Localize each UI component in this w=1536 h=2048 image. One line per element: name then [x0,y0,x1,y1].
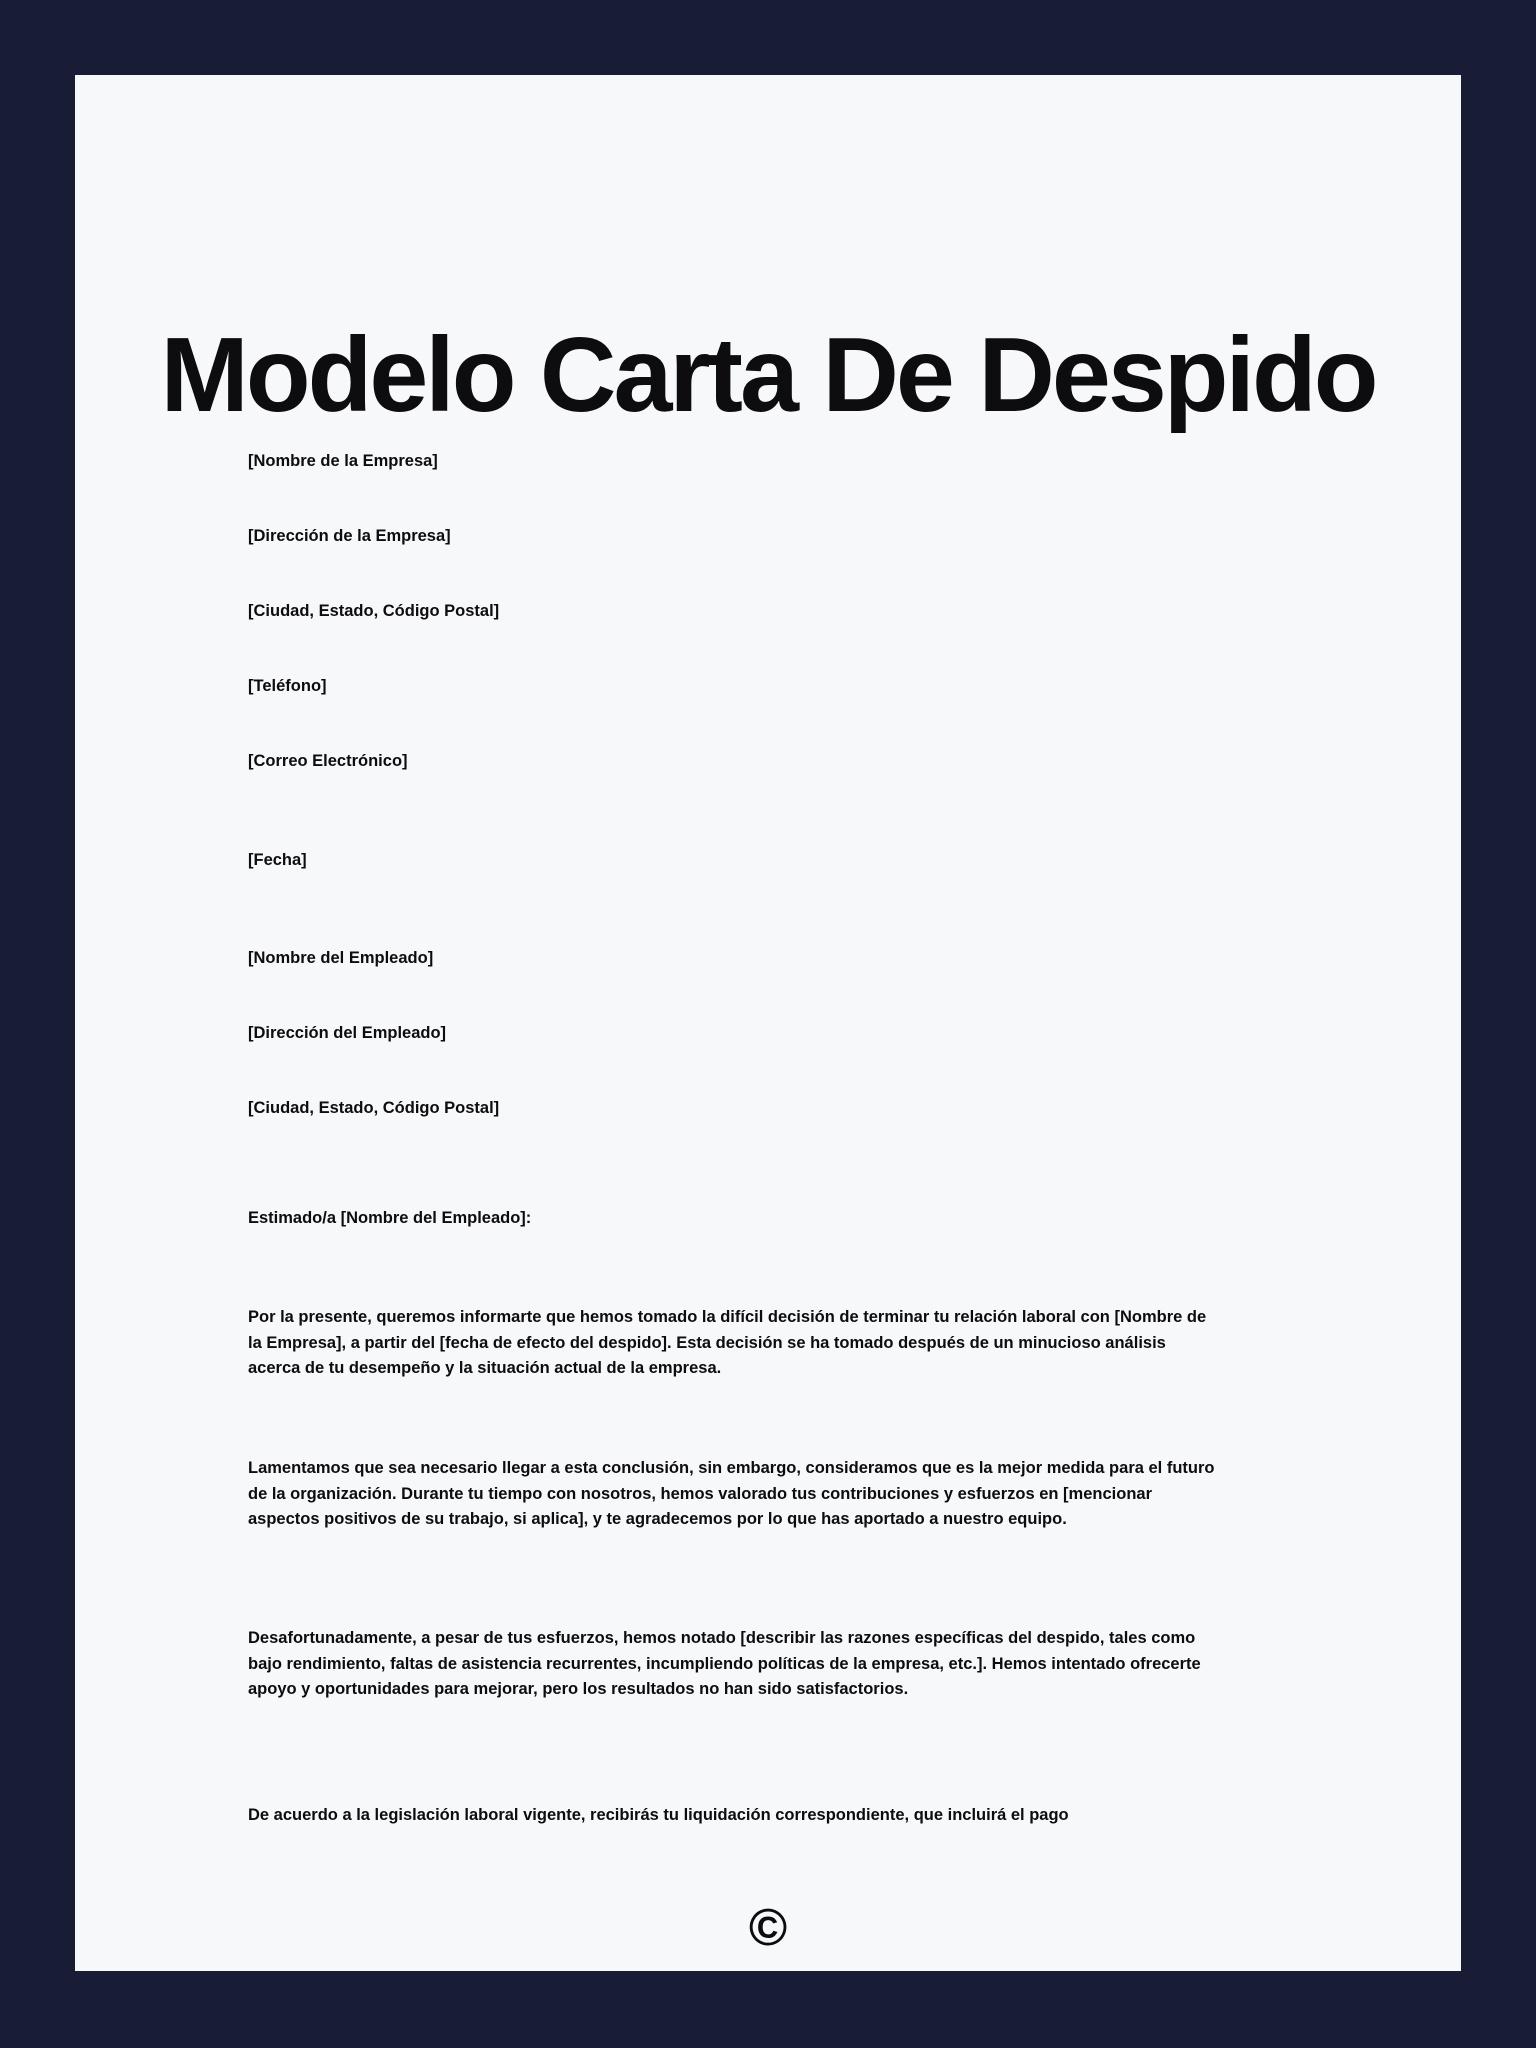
page-title: Modelo Carta De Despido [160,316,1376,435]
copyright-icon: © [748,1899,788,1957]
salutation-line: Estimado/a [Nombre del Empleado]: [248,1209,532,1227]
document-page [75,75,1461,1971]
paragraph-regret: Lamentamos que sea necesario llegar a esta conclusión, sin embargo, consideramos que es la mejor medida para el futuro de la organización. Durante tu tiempo con nosotros, hemos valorado tus contribuciones y esfuerzos en [mencionar aspectos positivos de su trabajo, si aplica], y te agradecemos por lo que has aportado a nuestro equipo. [248,1459,1215,1528]
employee-city-line: [Ciudad, Estado, Código Postal] [248,1099,500,1117]
employee-name-line: [Nombre del Empleado] [248,949,434,967]
paragraph-settlement: De acuerdo a la legislación laboral vigente, recibirás tu liquidación correspondiente, que incluirá el pago [248,1806,1069,1824]
paragraph-reasons: Desafortunadamente, a pesar de tus esfuerzos, hemos notado [describir las razones específicas del despido, tales como bajo rendimiento, faltas de asistencia recurrentes, incumpliendo políticas de la empresa, etc.]. Hemos intentado ofrecerte apoyo y oportunidades para mejorar, pero los resultados no han sido satisfactorios. [248,1629,1201,1698]
company-email-line: [Correo Electrónico] [248,752,408,770]
company-phone-line: [Teléfono] [248,677,327,695]
company-name-line: [Nombre de la Empresa] [248,452,438,470]
employee-address-line: [Dirección del Empleado] [248,1024,447,1042]
company-city-line: [Ciudad, Estado, Código Postal] [248,602,500,620]
date-line: [Fecha] [248,851,307,869]
paragraph-termination-notice: Por la presente, queremos informarte que hemos tomado la difícil decisión de terminar tu relación laboral con [Nombre de la Empresa], a partir del [fecha de efecto del despido]. Esta decisión se ha tomado después de un minucioso análisis acerca de tu desempeño y la situación actual de la empresa. [248,1308,1207,1377]
company-address-line: [Dirección de la Empresa] [248,527,451,545]
